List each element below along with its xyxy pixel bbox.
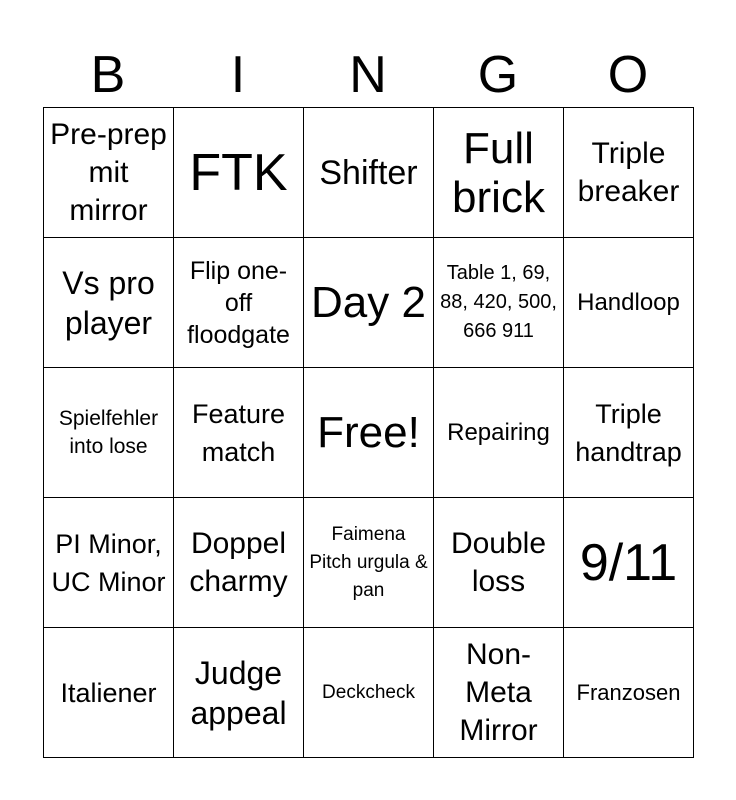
cell-label: Deckcheck bbox=[322, 681, 415, 703]
bingo-cell[interactable] bbox=[44, 108, 174, 238]
bingo-cell[interactable] bbox=[434, 368, 564, 498]
bingo-cell[interactable] bbox=[564, 628, 694, 758]
grid-row bbox=[44, 628, 694, 758]
cell-label: Flip one-off floodgate bbox=[187, 256, 290, 349]
cell-label: Spielfehler into lose bbox=[58, 406, 159, 458]
grid-row bbox=[44, 238, 694, 368]
bingo-cell[interactable] bbox=[434, 498, 564, 628]
bingo-cell[interactable] bbox=[174, 108, 304, 238]
cell-label: PI Minor, UC Minor bbox=[51, 528, 166, 597]
cell-label: Doppel charmy bbox=[189, 526, 288, 598]
cell-label: Triple breaker bbox=[577, 136, 680, 208]
cell-label: Table 1, 69, 88, 420, 500, 666 911 bbox=[440, 262, 557, 342]
cell-label: Franzosen bbox=[576, 679, 681, 705]
bingo-cell[interactable] bbox=[564, 108, 694, 238]
bingo-cell[interactable] bbox=[174, 498, 304, 628]
bingo-cell[interactable] bbox=[434, 238, 564, 368]
bingo-cell[interactable] bbox=[304, 628, 434, 758]
cell-label: FTK bbox=[189, 143, 288, 202]
bingo-cell[interactable] bbox=[174, 368, 304, 498]
bingo-cell[interactable] bbox=[174, 628, 304, 758]
grid-row bbox=[44, 498, 694, 628]
free-space-cell[interactable] bbox=[304, 368, 434, 498]
bingo-cell[interactable] bbox=[434, 628, 564, 758]
grid-row bbox=[44, 108, 694, 238]
bingo-cell[interactable] bbox=[304, 238, 434, 368]
bingo-cell[interactable] bbox=[44, 498, 174, 628]
bingo-header bbox=[43, 40, 693, 106]
bingo-cell[interactable] bbox=[44, 368, 174, 498]
header-letter-b: B bbox=[90, 46, 126, 104]
bingo-cell[interactable] bbox=[44, 628, 174, 758]
cell-label: Repairing bbox=[447, 418, 550, 446]
header-letter-n: N bbox=[349, 46, 387, 104]
cell-label: Faimena Pitch urgula & pan bbox=[309, 523, 428, 601]
bingo-cell[interactable] bbox=[564, 498, 694, 628]
header-letter-g: G bbox=[477, 46, 519, 104]
bingo-cell[interactable] bbox=[44, 238, 174, 368]
cell-label: Non-Meta Mirror bbox=[459, 637, 538, 747]
bingo-cell[interactable] bbox=[564, 368, 694, 498]
cell-label: Italiener bbox=[60, 677, 157, 708]
grid-row bbox=[44, 368, 694, 498]
cell-label: Double loss bbox=[450, 526, 547, 598]
cell-label: Full brick bbox=[452, 123, 545, 222]
cell-label: Pre-prep mit mirror bbox=[50, 117, 167, 227]
free-space-label: Free! bbox=[317, 408, 420, 457]
cell-label: Triple handtrap bbox=[575, 398, 682, 467]
cell-label: Shifter bbox=[319, 153, 418, 192]
bingo-cell[interactable] bbox=[434, 108, 564, 238]
header-letter-o: O bbox=[607, 46, 649, 104]
cell-label: Day 2 bbox=[311, 278, 426, 327]
bingo-cell[interactable] bbox=[564, 238, 694, 368]
cell-label: 9/11 bbox=[579, 533, 678, 592]
bingo-cell[interactable] bbox=[304, 108, 434, 238]
cell-label: Judge appeal bbox=[190, 654, 287, 731]
bingo-grid bbox=[43, 107, 694, 758]
bingo-cell[interactable] bbox=[174, 238, 304, 368]
cell-label: Handloop bbox=[577, 288, 680, 316]
cell-label: Vs pro player bbox=[62, 264, 155, 341]
header-letter-i: I bbox=[230, 46, 246, 104]
cell-label: Feature match bbox=[191, 398, 286, 467]
bingo-cell[interactable] bbox=[304, 498, 434, 628]
